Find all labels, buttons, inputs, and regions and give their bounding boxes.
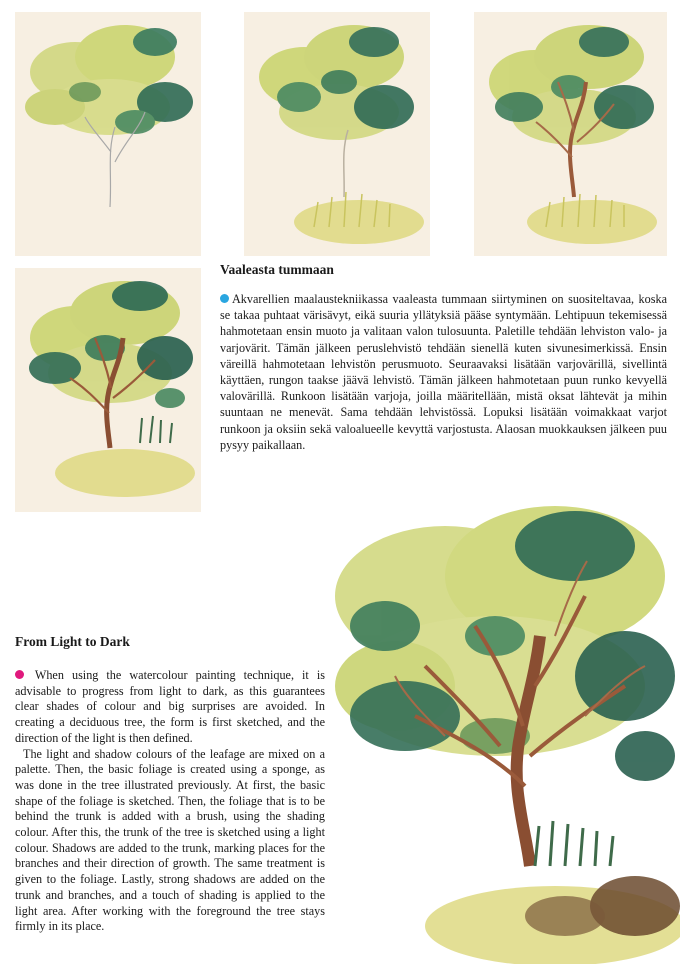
finished-tree-illustration (325, 486, 680, 964)
finnish-body-text: Akvarellien maalaustekniikassa vaaleasta tummaan siirtyminen on suositeltavaa, koska se takaa puhtaat värisävyt, eikä suuria yllätyksiä pääse syntymään. Lehtipuun tekemisessä hahmotetaan ensin muoto ja valitaan valon tulosuunta. Paletille tehdään lehviston valo- ja varjovärit. Tämän jälkeen peruslehvistö tehdään sienellä kuten sivunesimerkissä. Ensin väreillä hahmotetaan lehvistön perusmuoto. Seuraavaksi lisätään varjovärillä, sivellintä käyttäen, rungon taakse jäävä lehvistö. Tämän jälkeen hahmotetaan puun runko kevyellä valovärillä. Runkoon lisätään varjoja, joilla määritellään, mistä oksat lähtevät ja mihin suuntaan ne menevät. Sama tehdään lehvistössä. Lopuksi lisätään voimakkaat varjot runkoon ja oksiin sekä valoalueelle kevyttä varjostusta. Alaosan muokkauksen jälkeen puu pysyy paikallaan. (220, 292, 667, 452)
step-1-painting (15, 12, 201, 256)
finished-tree-painting (325, 486, 680, 964)
english-section-title: From Light to Dark (15, 634, 130, 649)
english-paragraph-1 (15, 668, 325, 747)
step-4-tree-illustration (15, 268, 201, 512)
english-paragraph-2: The light and shadow colours of the leafage are mixed on a palette. Then, the basic foliage is created using a sponge, as was done in the tree illustrated previously. At first, the basic shape of the foliage is sketched. Then, the foliage that is to be behind the trunk is added with a brush, using the shading colour. After this, the trunk of the tree is sketched using a light colour. Shadows are added to the trunk, marking places for the branches and their direction of growth. The same treatment is given to the foliage. Lastly, strong shadows are added on the trunk and branches, and a touch of shading is applied to the light area. After working with the foreground the tree stays firmly in its place. (15, 746, 325, 934)
finnish-paragraph (220, 291, 667, 453)
finnish-section-title: Vaaleasta tummaan (220, 262, 334, 277)
step-1-tree-illustration (15, 12, 201, 256)
step-2-tree-illustration (244, 12, 430, 256)
step-3-tree-illustration (474, 12, 667, 256)
step-2-painting (244, 12, 430, 256)
english-text-block (15, 668, 325, 935)
english-paragraph-1-text: When using the watercolour painting technique, it is advisable to progress from light to dark, as this guarantees clear shades of colour and big surprises are avoided. In creating a deciduous tree, the form is first sketched, and the direction of the light is then defined. (15, 668, 325, 745)
step-3-painting (474, 12, 667, 256)
english-bullet-icon (15, 670, 24, 679)
step-4-painting (15, 268, 201, 512)
finnish-bullet-icon (220, 294, 229, 303)
